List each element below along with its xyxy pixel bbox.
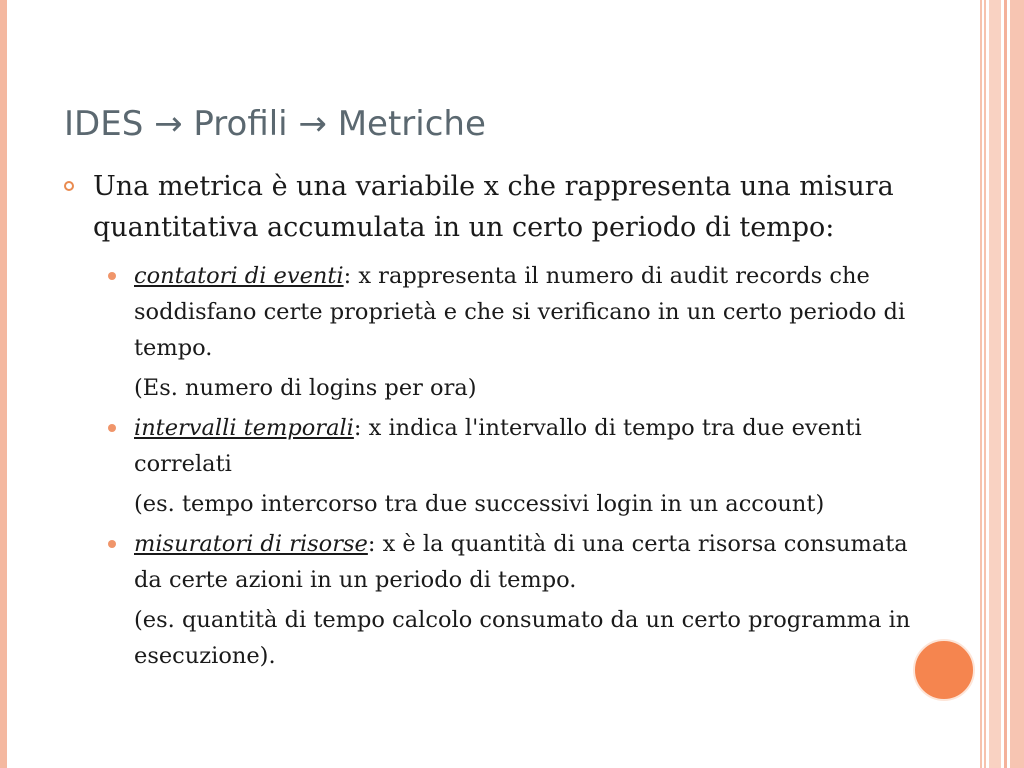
intro-text: Una metrica è una variabile x che rappresenta una misura quantitativa accumulata in un certo periodo di tempo: <box>93 171 894 243</box>
decorative-stripes <box>980 0 1024 768</box>
desc-text: : x è la quantità di una certa risorsa consumata da certe azioni in un periodo di tempo. <box>134 531 908 593</box>
dot-bullet-icon <box>108 272 116 280</box>
list-item <box>134 410 912 482</box>
term-text: misuratori di risorse <box>134 531 368 557</box>
desc-text: : x rappresenta il numero di audit records che soddisfano certe proprietà e che si verificano in un certo periodo di tempo. <box>134 263 906 361</box>
dot-bullet-icon <box>108 540 116 548</box>
example-text: (es. quantità di tempo calcolo consumato da un certo programma in esecuzione). <box>134 607 911 669</box>
list-item <box>134 526 912 598</box>
slide-title: IDES → Profili → Metriche <box>64 104 486 144</box>
example-text: (Es. numero di logins per ora) <box>134 375 477 401</box>
decorative-circle-icon <box>913 639 975 701</box>
term-text: intervalli temporali <box>134 415 354 441</box>
term-text: contatori di eventi <box>134 263 344 289</box>
ring-bullet-icon <box>64 181 74 191</box>
list-item <box>134 258 912 366</box>
dot-bullet-icon <box>108 424 116 432</box>
desc-text: : x indica l'intervallo di tempo tra due eventi correlati <box>134 415 862 477</box>
example-text: (es. tempo intercorso tra due successivi login in un account) <box>134 491 825 517</box>
slide-body <box>62 166 912 674</box>
main-bullet <box>62 166 912 248</box>
